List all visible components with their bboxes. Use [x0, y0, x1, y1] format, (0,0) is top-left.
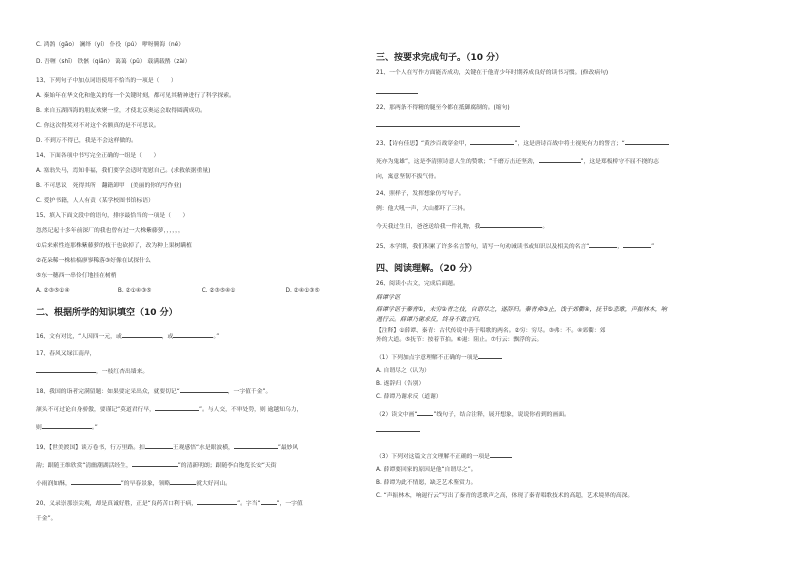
q16-text: 16、文有对比，“人因四一元，或	[36, 334, 122, 340]
q24-blank[interactable]	[480, 221, 542, 228]
passage-line-1: 薛谭学讴于秦青①，未穷②青之技，自谓尽之，遂辞归。秦青弗③止，饯于郊衢④，抚节⑤悲歌，声振林木，响	[376, 306, 667, 313]
q15-text: 忽然记起十多年前深厂的我也曾有过一大株紫藤萝，，，，，，	[36, 228, 184, 234]
q23-blank-1[interactable]	[470, 138, 514, 145]
sub-q3-text: （3）下列对这篇文言文理解不正确的一项是	[376, 454, 490, 460]
q18-text: 18、我国的诣者完满留题：如果要定采出众，就要切记“	[36, 389, 180, 395]
q25-end: ”	[651, 244, 655, 250]
q24-task-text: 今天我过生日，爸爸送给我一件礼物，我	[376, 224, 481, 230]
q20-blank-1[interactable]	[197, 498, 237, 505]
q25-text: 25、本学期，我们积累了许多名言警句，请写一句劝诫读书或知识以及相关的名言“	[376, 244, 590, 250]
q18-line-2	[36, 404, 376, 414]
q13-option-c: C. 你这次得奖对不对这个名额真的是不可思议。	[36, 123, 160, 129]
q16-end: 。”	[213, 334, 220, 340]
q18b-text: 颔头不可过论自身骄傲，要谨记“莫道君行早，	[36, 407, 155, 413]
q12-option-d: D. 吾喱（shī） 铁骸（qiān） 蔼蔼（pū） 载满载鹊（zài）	[36, 59, 191, 65]
q15-sentence-3: ⑤东一穗西一串伶仃地挂在树梢	[36, 273, 117, 279]
section-4-title: 四、阅读理解。（20 分）	[376, 264, 478, 274]
q19-line-3	[36, 478, 376, 488]
q15-options	[36, 288, 376, 295]
q17: 17、春风又绿江南岸，	[36, 351, 96, 357]
q19-line-2	[36, 460, 376, 470]
q14-option-b: B. 不可思议 死得其所 翻籍卸甲 (美丽的你的写作业)	[36, 183, 182, 189]
q15-option-b: B. ②①④③⑤	[117, 288, 152, 294]
sub-q1-blank[interactable]	[478, 352, 502, 359]
q19-blank-5[interactable]	[170, 478, 196, 485]
q23-blank-2[interactable]	[625, 138, 669, 145]
sub-q2-underline-sample	[417, 409, 433, 416]
left-column	[36, 38, 376, 522]
section-2-title: 二、根据所学的知识填空（10 分）	[36, 308, 178, 318]
q15-sentence-2: ②花朵稀一株枯槁廖寥稀落③好像在试探什么	[36, 258, 151, 264]
right-column	[376, 38, 726, 499]
q13-option-a: A. 秦始年在华文化和他关的每一个关键时刻，都可见其精神进行了科学探索。	[36, 93, 235, 99]
notes-line-1: 【注释】①薛谭、秦青：古代传说中善于唱歌的两名。②穷：穷尽。③弗：不。④郊衢：郊	[376, 328, 606, 334]
sub-q3-blank[interactable]	[490, 451, 512, 458]
q17-end: ，一枝红杏出墙来。	[96, 369, 149, 375]
passage-title: 薛谭学讴	[376, 294, 401, 301]
q22-blank[interactable]	[376, 120, 520, 127]
q19	[36, 442, 376, 452]
q14-option-a: A. 塞翁失马，焉知非福，我们要学会适时宽慰自己。(求救依据重量)	[36, 168, 211, 174]
q24-task-end: 。	[542, 224, 549, 230]
q19b-mid: ”的清新明朗；跟随李白饱览长安“天街	[177, 463, 277, 469]
q15-option-d: D. ②④①③⑤	[285, 288, 320, 294]
sub-q1	[376, 352, 726, 362]
q18-blank-1[interactable]	[180, 386, 228, 393]
sub-q1-option-b: B. 遂辞归（告别）	[376, 381, 425, 387]
q18-blank-3[interactable]	[42, 422, 92, 429]
sub-q1-option-c: C. 薛谭乃谢求反（道谢）	[376, 394, 442, 400]
q21-answer-line	[376, 87, 726, 97]
q20-text: 20、义录崇那崇尖观，却是真诚好胜，正是“良药苦口利于病，	[36, 501, 198, 507]
sub-q2-answer-line	[376, 425, 726, 435]
q19-blank-3[interactable]	[132, 460, 178, 467]
q18c-end: 。”	[91, 425, 98, 431]
sub-q2-text: （2）读文中画“	[376, 412, 418, 418]
q26: 26、阅读小古文，完成后面题。	[376, 281, 459, 287]
q19b-text: 韵；跟随王维欣赏“清幽潮湖活经生，	[36, 463, 132, 469]
passage-line-2: 遏行云。薛谭乃谢求反，终身不敢言归。	[376, 316, 485, 323]
q20-end-2: ”，一字值	[276, 501, 303, 507]
q13-stem: 13、下列句子中加点词语使用不恰当的一项是（ ）	[36, 78, 177, 84]
q19c-text: 小雨润如酥，	[36, 481, 71, 487]
q19-blank-1[interactable]	[145, 442, 173, 449]
q16-blank-2[interactable]	[173, 331, 213, 338]
q20-line-2: 千金”。	[36, 516, 57, 522]
q19-end: ”最妙风	[277, 445, 299, 451]
sub-q2	[376, 409, 726, 419]
q25-blank-2[interactable]	[623, 241, 651, 248]
q18	[36, 386, 376, 396]
q24-task	[376, 221, 726, 231]
q18-mid: ，一字值千金”。	[227, 389, 272, 395]
q19-blank-4[interactable]	[71, 478, 121, 485]
q20-blank-2[interactable]	[261, 498, 277, 505]
q23-mid: ”，这是唐诗百战中将士视死有力的誓言；“	[514, 141, 625, 147]
q15-stem: 15、填入下面文段中的语句，排序最恰当的一项是（ ）	[36, 213, 189, 219]
q15-option-c: C. ②③⑤④①	[201, 288, 236, 294]
q23b-text: 死亦为鬼雄”，这是李清照诗意人生的赞歌；“千磨万击还坚劲，	[376, 159, 539, 165]
q19-mid: 王观感悟“水是眼波横，	[172, 445, 234, 451]
sub-q1-option-a: A. 自谓尽之（认为）	[376, 368, 430, 374]
q19c-mid: ”的早春景象，领略	[120, 481, 171, 487]
q17-line-2	[36, 366, 376, 376]
q20-end: 字当“	[245, 501, 261, 507]
q20-mid: ”。	[237, 501, 246, 507]
q15-option-a: A. ②③⑤①④	[36, 288, 70, 294]
q25-mid: ，	[617, 244, 624, 250]
q19c-end: 就大好河山。	[196, 481, 231, 487]
q25	[376, 241, 726, 251]
q14-stem: 14、下面各项中书写完全正确的一组是（ ）	[36, 153, 160, 159]
q23-line-2	[376, 156, 726, 166]
q22: 22、那两条不得精的腿至今都在抵御腐制的。(缩句)	[376, 105, 510, 111]
q18-blank-2[interactable]	[155, 404, 199, 411]
sub-q3-option-a: A. 薛谭要回家的原因是他“自谓尽之”。	[376, 467, 477, 473]
q18-line-3	[36, 422, 376, 432]
q19-text: 19、【世美渡国】谈万卷书，行万里路。扣	[36, 445, 145, 451]
q15-sentence-1: ①后来索性连那株紫藤萝的枝干也砍掉了，改为种上果树瞒植	[36, 243, 192, 249]
q18b-mid: ”。与人交，不审处势，则	[198, 407, 268, 413]
q13-option-d: D. 不到万不得已，我是不会这样做的。	[36, 138, 137, 144]
sub-q2-blank[interactable]	[376, 425, 420, 432]
sub-q3-option-c: C. “声振林木，响遏行云”写出了秦青的悲歌声之高，体现了秦青唱歌技术的高超，艺术境界的高深。	[376, 493, 634, 499]
q16	[36, 331, 376, 341]
q24-example: 例：他大吼一声，大山都吓了三抖。	[376, 206, 469, 212]
q19-blank-2[interactable]	[234, 442, 278, 449]
q21-blank[interactable]	[376, 87, 418, 94]
q21: 21、一个人在写作方面能否成功，关键在于他青少年时期养成良好的读书习惯。(修改病句)	[376, 70, 609, 76]
q23b-mid: ”，这是郑板桥守不屈不挠的志	[580, 159, 659, 165]
section-3-title: 三、按要求完成句子。（10 分）	[376, 53, 505, 63]
sub-q3	[376, 451, 726, 461]
q22-answer-line	[376, 120, 726, 130]
q24: 24、照样子，发挥想象仿写句子。	[376, 191, 465, 197]
q12-option-c: C. 鸿鹄（gāo） 澜绎（yí） 仆役（pú） 咿呀腾海（né）	[36, 42, 185, 48]
q23	[376, 138, 726, 148]
notes-line-2: 外的大道。⑤抚节：按着节拍。⑥遏：阻止。⑦行云：飘浮的云。	[376, 337, 543, 343]
q14-option-c: C. 爱护书籍，人人有责（某学校图书馆标语）	[36, 198, 154, 204]
sub-q2-mid: ”线句子，结合注释，展开想象，说说你看到的画面。	[433, 412, 570, 418]
sub-q3-option-b: B. 薛谭为此不情愿，缺乏艺术鉴赏力。	[376, 480, 477, 486]
q16-mid: ，或	[161, 334, 174, 340]
q23-text: 23、【诗有佳思】“黄沙百战穿金甲，	[376, 141, 471, 147]
q23-line-3: 向，寓意坚韧不拔气骨。	[376, 174, 440, 180]
q16-blank-1[interactable]	[122, 331, 162, 338]
q18c-text: 则	[36, 425, 42, 431]
q13-option-b: B. 来自五湖四海的朋友欢聚一堂，才使北京奥运会取得圆满成功。	[36, 108, 206, 114]
sub-q1-text: （1）下列加点字意理解不正确的一项是	[376, 355, 479, 361]
q23-blank-3[interactable]	[539, 156, 581, 163]
q18b-end: 逾越知乌力，	[267, 407, 303, 413]
q17-blank[interactable]	[36, 366, 96, 373]
q20	[36, 498, 376, 508]
q25-blank-1[interactable]	[589, 241, 617, 248]
